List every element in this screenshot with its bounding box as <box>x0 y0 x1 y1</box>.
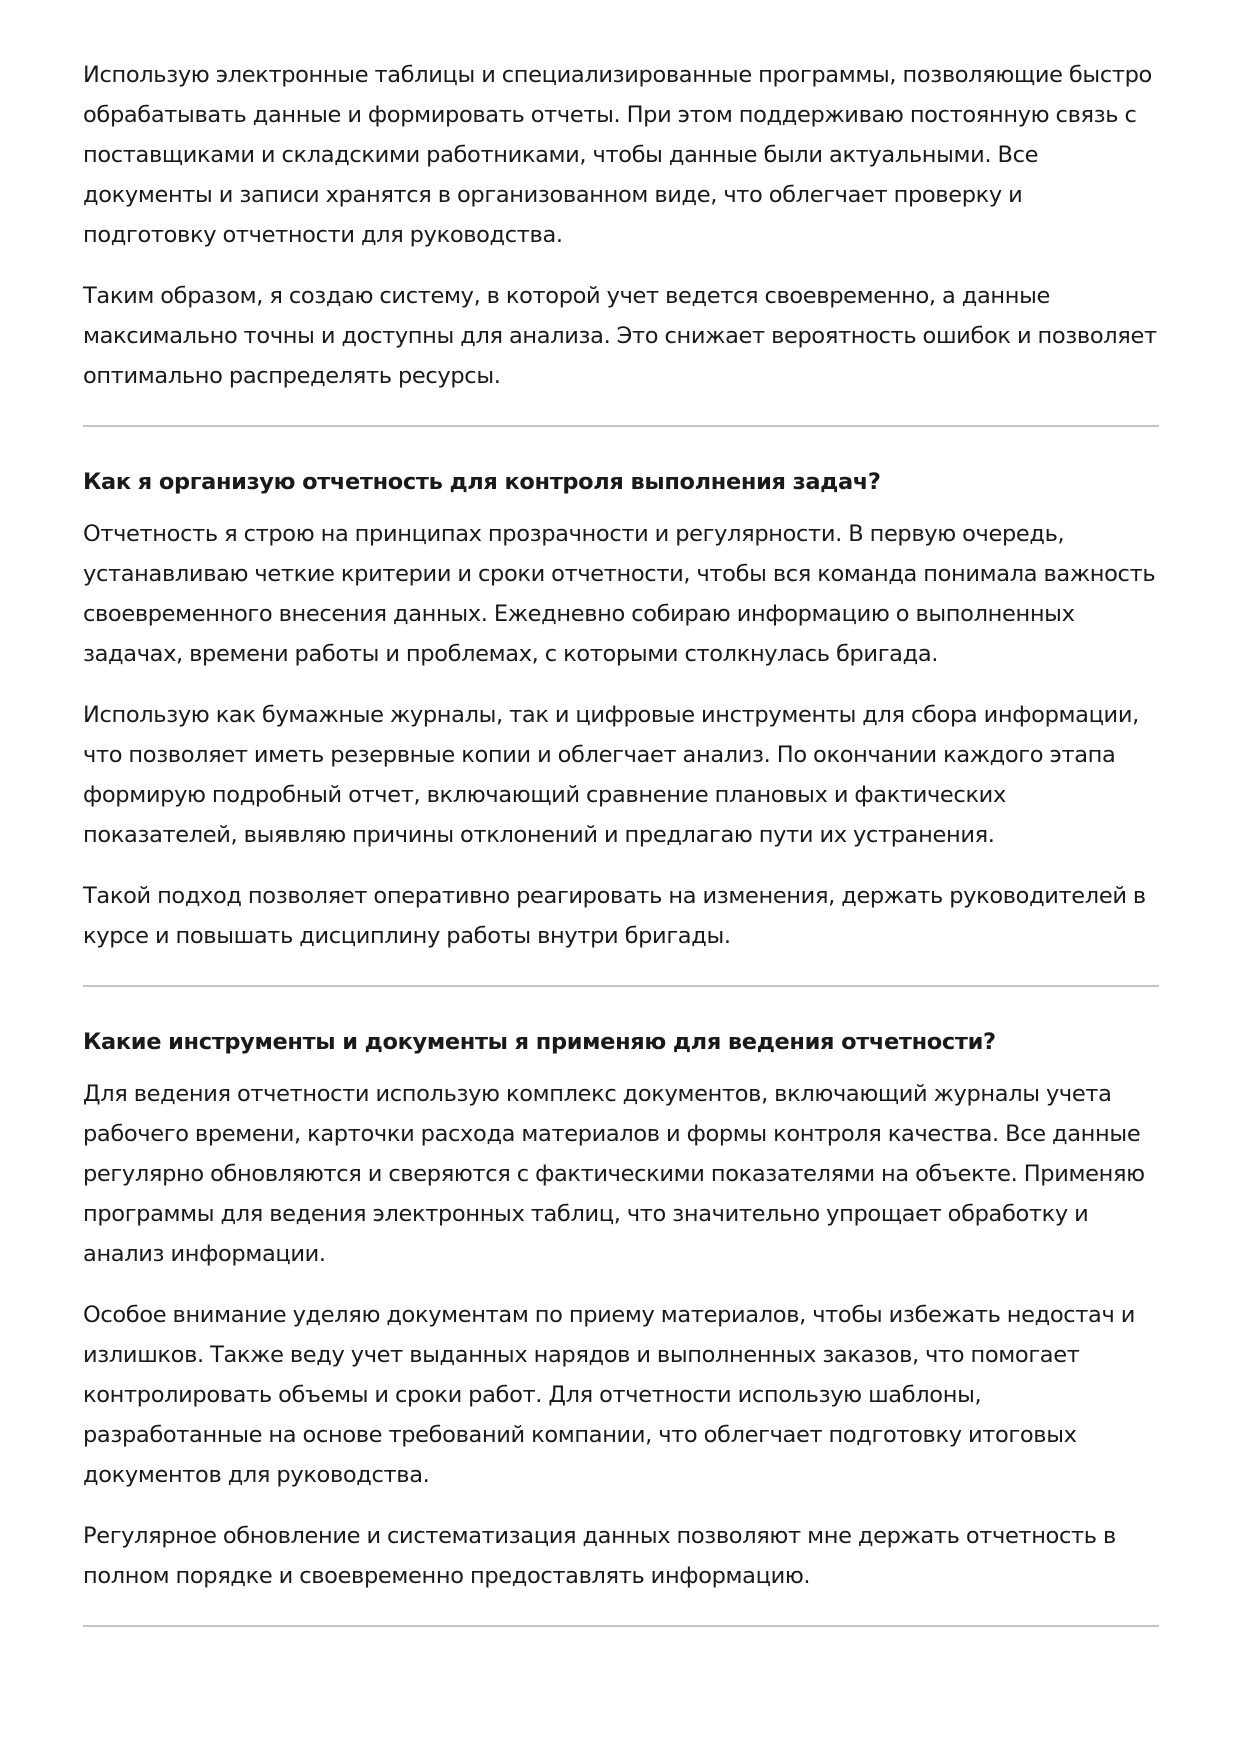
paragraph: Использую как бумажные журналы, так и цифровые инструменты для сбора информации, что позволяет иметь резервные копии и облегчает анализ. По окончании каждого этапа формирую подробный отчет, включающий сравнение плановых и фактических показателей, выявляю причины отклонений и предлагаю пути их устранения. <box>83 702 1139 848</box>
intro-section <box>83 55 1159 396</box>
paragraph: Таким образом, я создаю систему, в которой учет ведется своевременно, а данные максимально точны и доступны для анализа. Это снижает вероятность ошибок и позволяет оптимально распределять ресурсы. <box>83 283 1157 389</box>
reporting-tools-section <box>83 1022 1159 1596</box>
section-question: Какие инструменты и документы я применяю для ведения отчетности? <box>83 1029 996 1055</box>
paragraph: Особое внимание уделяю документам по приему материалов, чтобы избежать недостач и излишков. Также веду учет выданных нарядов и выполненных заказов, что помогает контролировать объемы и сроки работ. Для отчетности использую шаблоны, разработанные на основе требований компании, что облегчает подготовку итоговых документов для руководства. <box>83 1302 1136 1488</box>
section-divider <box>83 985 1159 987</box>
section-question: Как я организую отчетность для контроля выполнения задач? <box>83 469 881 495</box>
paragraph: Использую электронные таблицы и специализированные программы, позволяющие быстро обрабатывать данные и формировать отчеты. При этом поддерживаю постоянную связь с поставщиками и складскими работниками, чтобы данные были актуальными. Все документы и записи хранятся в организованном виде, что облегчает проверку и подготовку отчетности для руководства. <box>83 62 1152 248</box>
section-divider <box>83 1625 1159 1627</box>
paragraph: Регулярное обновление и систематизация данных позволяют мне держать отчетность в полном порядке и своевременно предоставлять информацию. <box>83 1523 1116 1589</box>
paragraph: Такой подход позволяет оперативно реагировать на изменения, держать руководителей в курсе и повышать дисциплину работы внутри бригады. <box>83 883 1146 949</box>
section-divider <box>83 425 1159 427</box>
document-page <box>83 55 1159 1627</box>
paragraph: Отчетность я строю на принципах прозрачности и регулярности. В первую очередь, устанавливаю четкие критерии и сроки отчетности, чтобы вся команда понимала важность своевременного внесения данных. Ежедневно собираю информацию о выполненных задачах, времени работы и проблемах, с которыми столкнулась бригада. <box>83 521 1156 667</box>
paragraph: Для ведения отчетности использую комплекс документов, включающий журналы учета рабочего времени, карточки расхода материалов и формы контроля качества. Все данные регулярно обновляются и сверяются с фактическими показателями на объекте. Применяю программы для ведения электронных таблиц, что значительно упрощает обработку и анализ информации. <box>83 1081 1145 1267</box>
reporting-organization-section <box>83 462 1159 956</box>
